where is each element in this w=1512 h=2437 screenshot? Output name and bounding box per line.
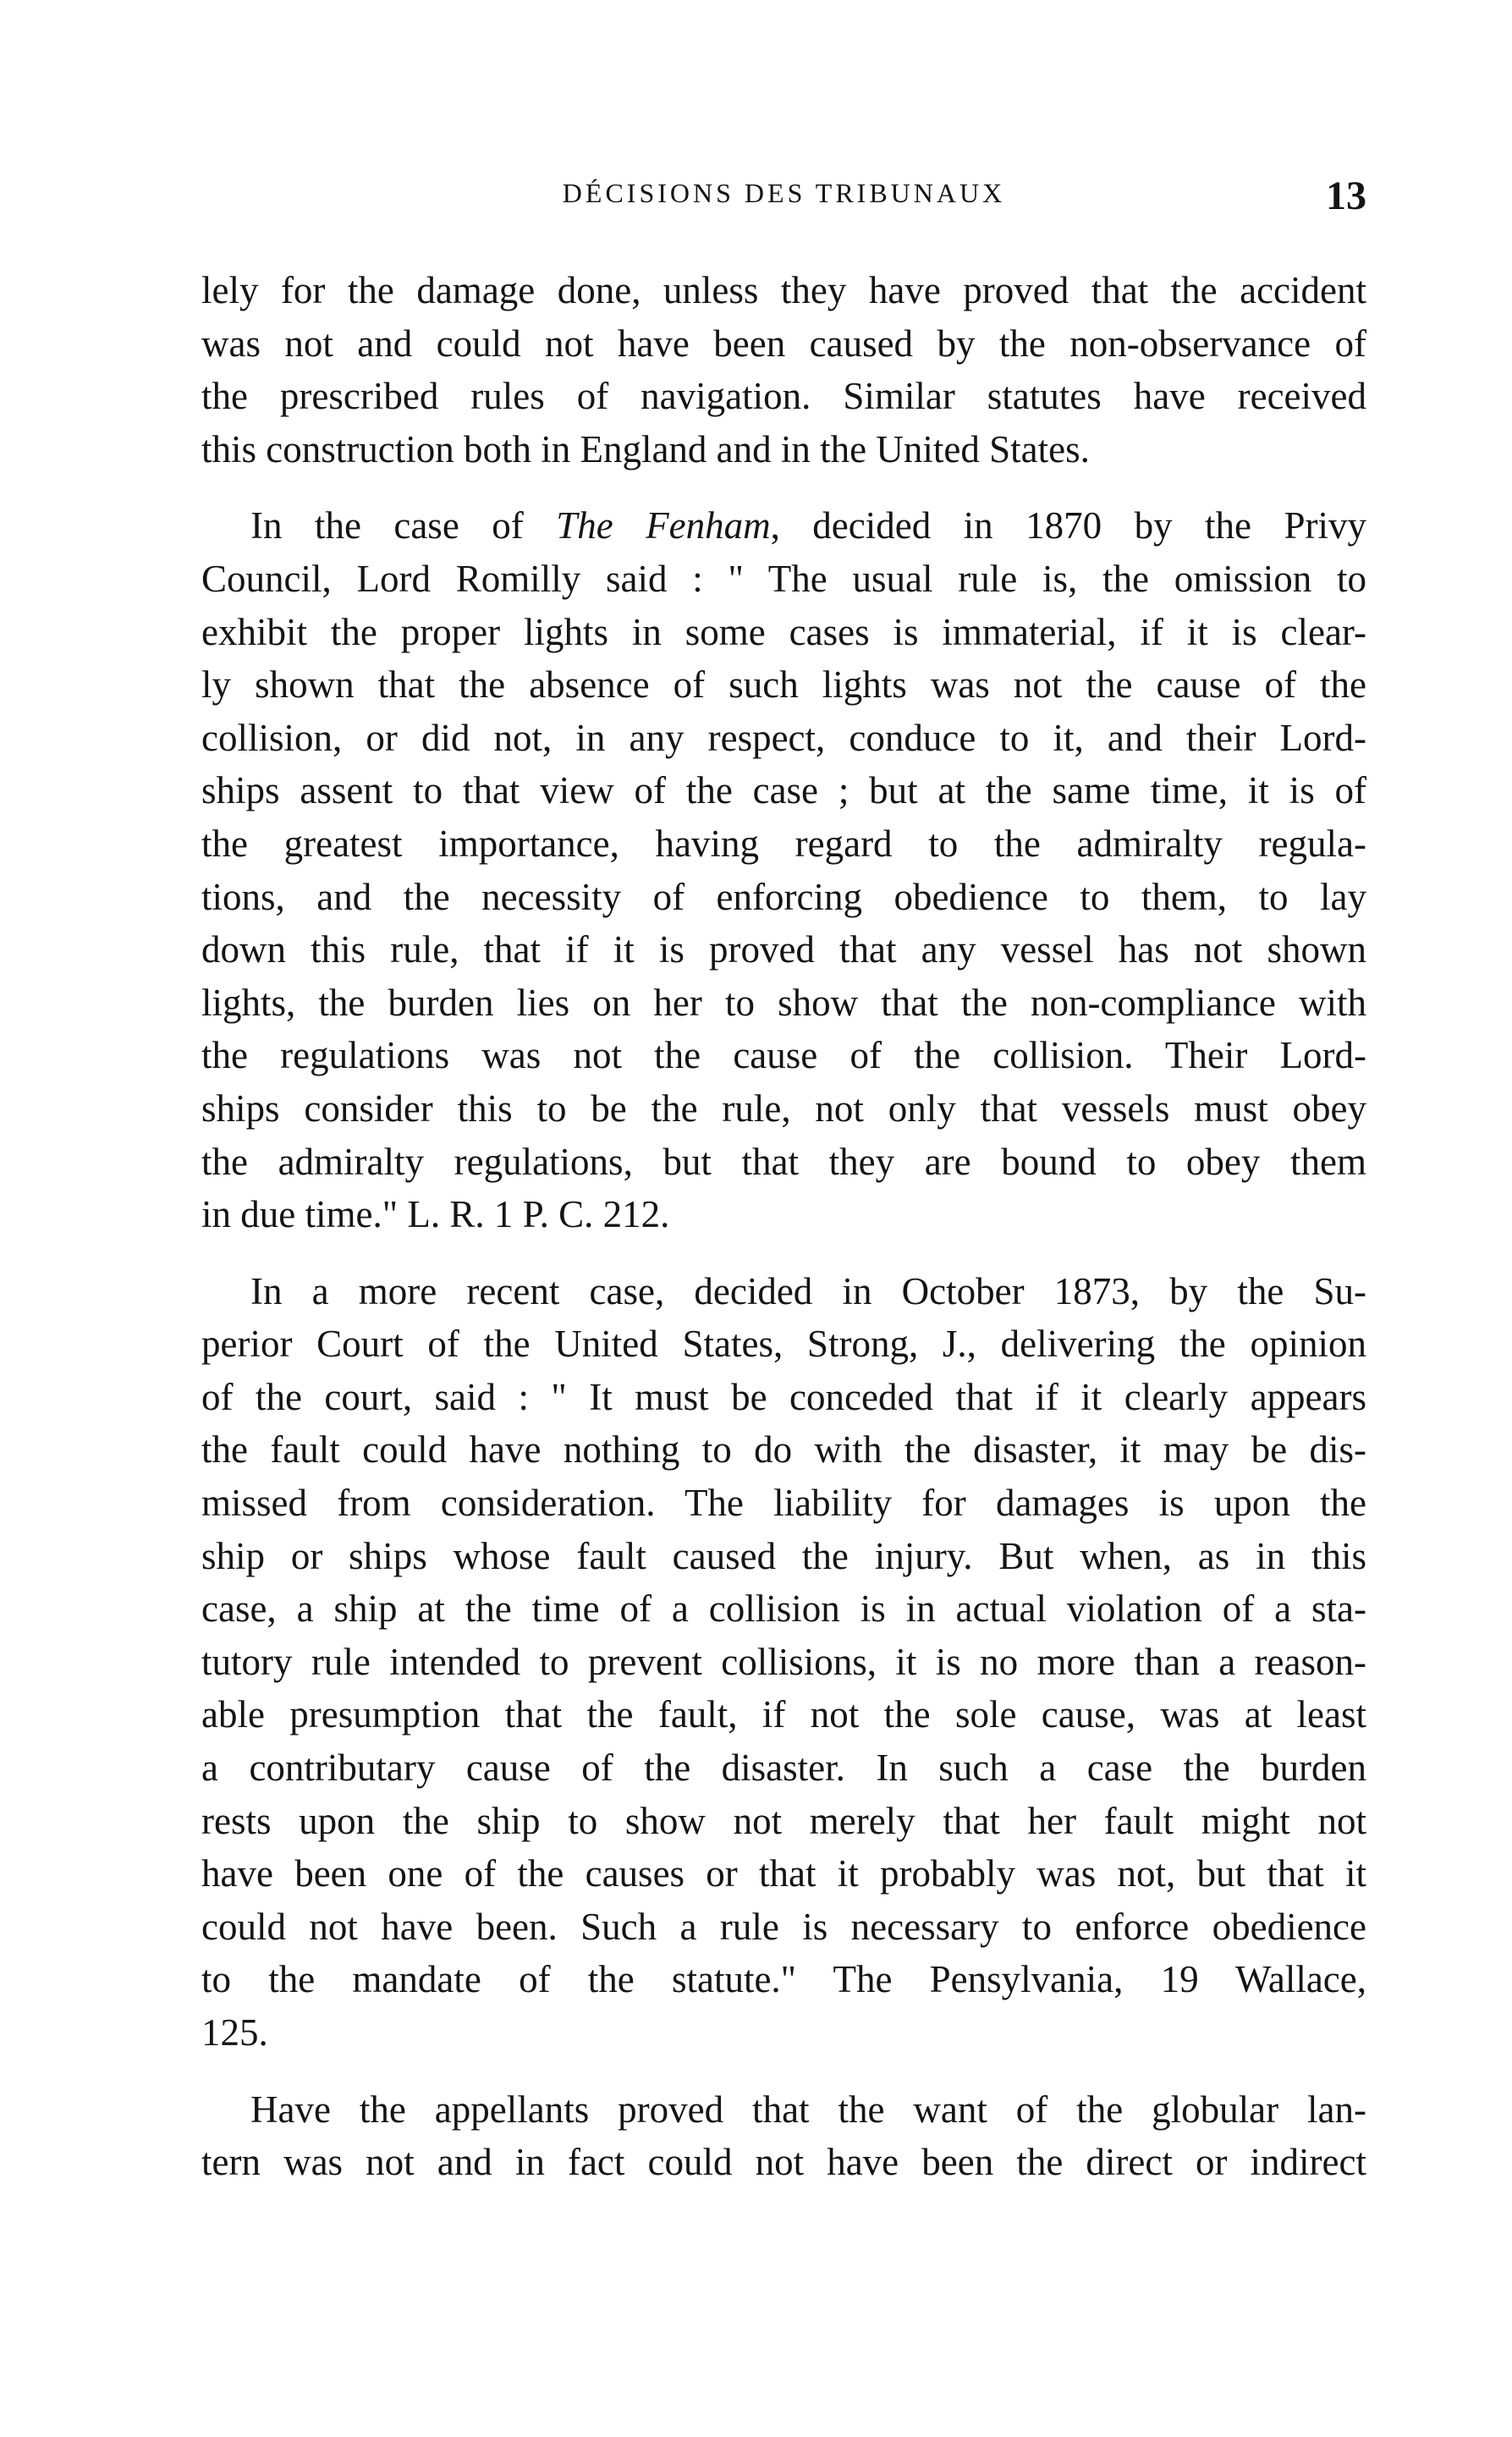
running-title: DÉCISIONS DES TRIBUNAUX — [562, 178, 1006, 208]
text-line: able presumption that the fault, if not the sole cause, was at least — [201, 1693, 1366, 1736]
text-line — [201, 499, 1366, 553]
text-line: was not and could not have been caused by the non-observance of — [201, 322, 1366, 365]
text-line: could not have been. Such a rule is necessary to enforce obedience — [201, 1905, 1366, 1948]
text-segment: , decided in 1870 by the Privy — [770, 504, 1366, 547]
text-line: collision, or did not, in any respect, conduce to it, and their Lord- — [201, 716, 1366, 759]
paragraph-4 — [201, 2083, 1366, 2189]
text-line: Have the appellants proved that the want of the globular lan- — [250, 2088, 1366, 2131]
running-header — [201, 173, 1366, 228]
text-line: In a more recent case, decided in October 1873, by the Su- — [250, 1269, 1366, 1312]
text-line: 125. — [201, 2011, 268, 2054]
text-line: tern was not and in fact could not have been the direct or indirect — [201, 2141, 1366, 2184]
text-line: lights, the burden lies on her to show that the non-compliance with — [201, 981, 1366, 1024]
case-name: The Fenham — [556, 504, 771, 547]
paragraph-1 — [201, 264, 1366, 476]
text-line: the greatest importance, having regard to the admiralty regula- — [201, 822, 1366, 865]
text-line: lely for the damage done, unless they have proved that the accident — [201, 269, 1366, 311]
page-number: 13 — [1326, 173, 1366, 218]
text-line: of the court, said : " It must be conceded that if it clearly appears — [201, 1375, 1366, 1418]
text-line: the admiralty regulations, but that they are bound to obey them — [201, 1140, 1366, 1183]
text-line: missed from consideration. The liability for damages is upon the — [201, 1482, 1366, 1525]
text-line: ship or ships whose fault caused the injury. But when, as in this — [201, 1534, 1366, 1577]
text-line: a contributary cause of the disaster. In such a case the burden — [201, 1747, 1366, 1790]
text-line: tutory rule intended to prevent collisions, it is no more than a reason- — [201, 1640, 1366, 1683]
text-line: the fault could have nothing to do with the disaster, it may be dis- — [201, 1428, 1366, 1472]
text-line: the prescribed rules of navigation. Similar statutes have received — [201, 375, 1366, 418]
text-segment: In the case of — [250, 504, 557, 547]
paragraph-3 — [201, 1265, 1366, 2060]
text-line: in due time." L. R. 1 P. C. 212. — [201, 1193, 670, 1236]
text-line: this construction both in England and in the United States. — [201, 427, 1090, 470]
text-line: to the mandate of the statute." The Pensylvania, 19 Wallace, — [201, 1958, 1366, 2001]
paragraph-2 — [201, 499, 1366, 1241]
text-line: ships assent to that view of the case ; but at the same time, it is of — [201, 769, 1366, 812]
text-line: have been one of the causes or that it probably was not, but that it — [201, 1852, 1366, 1895]
text-line: perior Court of the United States, Strong, J., delivering the opinion — [201, 1323, 1366, 1366]
text-line: tions, and the necessity of enforcing obedience to them, to lay — [201, 875, 1366, 918]
text-line: down this rule, that if it is proved that any vessel has not shown — [201, 928, 1366, 971]
text-line: ships consider this to be the rule, not only that vessels must obey — [201, 1086, 1366, 1130]
text-line: Council, Lord Romilly said : " The usual rule is, the omission to — [201, 557, 1366, 600]
text-line: ly shown that the absence of such lights was not the cause of the — [201, 663, 1366, 707]
text-line: case, a ship at the time of a collision is in actual violation of a sta- — [201, 1587, 1366, 1631]
text-line: the regulations was not the cause of the collision. Their Lord- — [201, 1034, 1366, 1077]
body-text — [201, 264, 1366, 2189]
text-line: exhibit the proper lights in some cases is immaterial, if it is clear- — [201, 610, 1366, 653]
text-line: rests upon the ship to show not merely that her fault might not — [201, 1799, 1366, 1842]
